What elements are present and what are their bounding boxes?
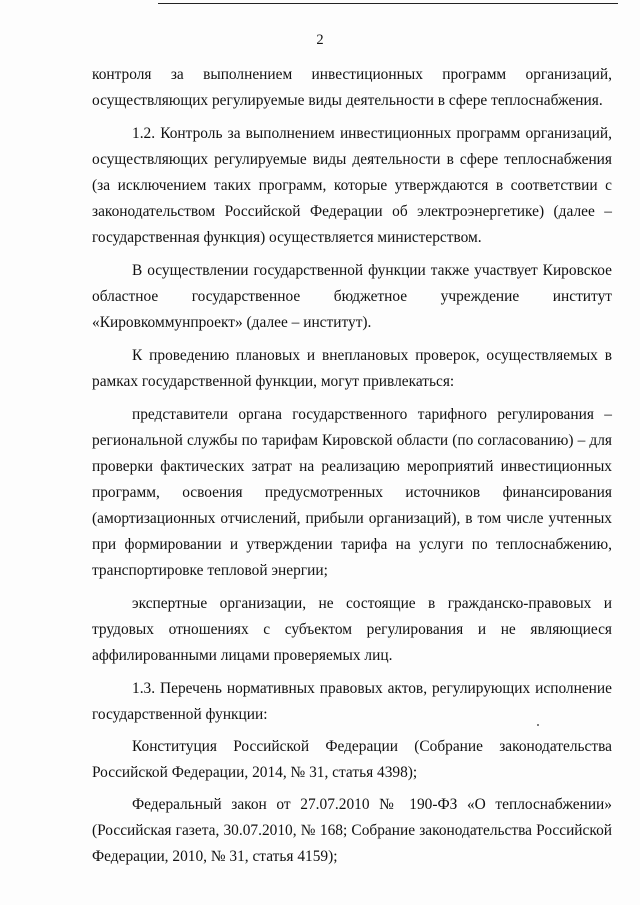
body-text bbox=[92, 62, 612, 876]
scan-speck bbox=[537, 724, 539, 726]
top-rule bbox=[158, 3, 618, 4]
paragraph-constitution: Конституция Российской Федерации (Собрание законодательства Российской Федерации, 2014, № 31, статья 4398); bbox=[92, 738, 612, 781]
paragraph-continuation: контроля за выполнением инвестиционных программ организаций, осуществляющих регулируемые виды деятельности в сфере теплоснабжения. bbox=[92, 66, 612, 109]
paragraph-federal-law: Федеральный закон от 27.07.2010 № 190-ФЗ «О теплоснабжении» (Российская газета, 30.07.2010, № 168; Собрание законодательства Российской Федерации, 2010, № 31, статья 4159); bbox=[92, 796, 612, 865]
paragraph-section-1-3: 1.3. Перечень нормативных правовых актов, регулирующих исполнение государственной функции: bbox=[92, 680, 612, 723]
paragraph-institute: В осуществлении государственной функции также участвует Кировское областное государственное бюджетное учреждение институт «Кировкоммунпроект» (далее – институт). bbox=[92, 262, 612, 331]
paragraph-tariff-service: представители органа государственного тарифного регулирования – региональной службы по тарифам Кировской области (по согласованию) – для проверки фактических затрат на реализацию мероприятий инвестиционных программ, освоения предусмотренных источников финансирования (амортизационных отчислений, прибыли организаций), в том числе учтенных при формировании и утверждении тарифа на услуги по теплоснабжению, транспортировке тепловой энергии; bbox=[92, 406, 612, 579]
paragraph-section-1-2: 1.2. Контроль за выполнением инвестиционных программ организаций, осуществляющих регулируемые виды деятельности в сфере теплоснабжения (за исключением таких программ, которые утверждаются в соответствии с законодательством Российской Федерации об электроэнергетике) (далее – государственная функция) осуществляется министерством. bbox=[92, 125, 612, 246]
paragraph-inspections: К проведению плановых и внеплановых проверок, осуществляемых в рамках государственной функции, могут привлекаться: bbox=[92, 347, 612, 390]
page-number: 2 bbox=[316, 32, 324, 48]
paragraph-expert-organizations: экспертные организации, не состоящие в гражданско-правовых и трудовых отношениях с субъектом регулирования и не являющиеся аффилированными лицами проверяемых лиц. bbox=[92, 595, 612, 664]
